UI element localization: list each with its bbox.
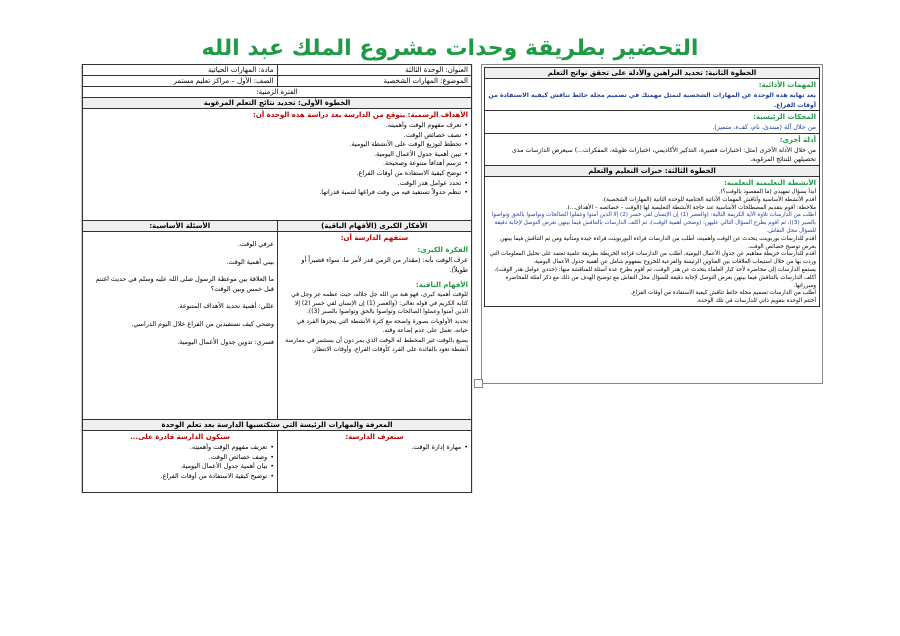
able-to-item: • بيان أهمية جدول الأعمال اليومية. [86, 462, 274, 472]
essential-questions-label: الأسئلة الأساسية: [83, 221, 278, 231]
objectives-list [83, 121, 471, 198]
stage1-label: الخطوة الأولى: تحديد نتائج التعلم المرغوبة [203, 99, 351, 107]
able-to-item: • وصف خصائص الوقت. [86, 453, 274, 463]
will-know-list [278, 443, 471, 453]
info-row [83, 65, 471, 76]
objective-item: • ترسم أهدافاً متنوعة وصحيحة. [86, 159, 468, 169]
objective-item: • تحدد عوامل هدر الوقت. [86, 179, 468, 189]
questions-cell [83, 232, 277, 419]
page-title: التحضير بطريقة وحدات مشروع الملك عبد الله [201, 36, 699, 61]
will-know-label: ستعرف الدارسة: [345, 433, 404, 441]
lasting-title: الأفهام الباقية: [415, 281, 468, 290]
question-item: وضحي كيف تستفيدين من الفراغ خلال اليوم الدراسي. [131, 319, 274, 328]
unit-title: العنوان: الوحدة الثالثة [405, 66, 468, 74]
activity-item: أطلب من الدارسات تلاوة الآية الكريمة التالية: (والعصر (1) إن الإنسان لفي خسر (2) إلا الذين آمنوا وعملوا الصالحات وتواصوا بالحق وتواصوا بالصبر (3))، ثم أقوم بطرح السؤال التالي عليهن: (وضحي أهمية الوقت)، ثم أكلف الدارسات بالتناقش فيما بينهن بغرض التوصل لإجابة دقيقة للسؤال محل النقاش. [491, 212, 816, 234]
subject: مادة: المهارات الحياتية [83, 65, 278, 75]
activity-item: أقدم الأنشطة الأساسية وأناقش المهمات الأدائية الختامية للوحدة الثانية (المهارات الشخصية). [602, 196, 816, 203]
stage2-3-page [481, 64, 823, 384]
able-to-list [83, 443, 277, 481]
activities-title: الأنشطة التعليمية التعلمية: [724, 178, 816, 187]
tasks-section [485, 79, 819, 111]
knowledge-label: المعرفة والمهارات الرئيسة التي ستكتسبها الدارسة بعد تعلم الوحدة [161, 421, 393, 429]
activities-list [485, 189, 819, 306]
activity-item: أختتم الوحدة بتقويم ذاتي للدارسات في تلك الوحدة. [696, 298, 816, 305]
question-item: بيني أهمية الوقت. [226, 257, 274, 266]
activity-item: أبدأ بسؤال تمهيدي (ما المقصود بالوقت؟). [718, 188, 816, 195]
grade: الصف: الأول – مراكز تعليم مستمر [83, 76, 278, 86]
question-item: ما العلاقة بين موعظة الرسول صلى الله عليه وسلم في حديث اغتنم قبل خمس وبين الوقت؟ [95, 275, 274, 293]
objective-item: • تعرف مفهوم الوقت وأهميته. [86, 121, 468, 131]
big-ideas-label: الأفكار الكبرى (الأفهام الباقية) [278, 221, 472, 231]
question-item: عرفي الوقت. [237, 240, 274, 248]
activity-item: ملاحظة: أقوم بتقديم المصطلحات الأساسية عند حاجة الأنشطة التعليمية لها (الوقت – خصائصه – الأهداف...). [565, 204, 816, 211]
will-know-item: • مهارة إدارة الوقت. [281, 443, 468, 453]
big-ideas-cell [277, 232, 471, 419]
activities-section [485, 177, 819, 306]
able-to-item: • توضيح كيفية الاستفادة من أوقات الفراغ. [86, 472, 274, 482]
activity-item: أقدم للدارسات بوربوينت يتحدث عن الوقت وأهميته، أطلب من الدارسات قراءة البوربوينت قراءة جيدة ومتأنية ومن ثم التناقش فيما بينهن بغرض توضيح خصائص الوقت. [500, 235, 816, 250]
info-row [83, 76, 471, 87]
other-title: أدلة أخرى: [779, 135, 816, 144]
lasting-item: للوقت أهمية كبرى، فهو هبة من الله جل جلاله، حيث عظمه عز وجل في كتابه الكريم في قوله تعالى: (والعصر (1) إن الإنسان لفي خسر (2) إلا الذين آمنوا وعملوا الصالحات وتواصوا بالحق وتواصوا بالصبر (3)). [291, 291, 468, 315]
period-label: الفترة الزمنية: [256, 88, 298, 96]
other-evidence-section [485, 134, 819, 166]
objective-item: • تبين أهمية جدول الأعمال اليومية. [86, 150, 468, 160]
objectives-title: الأهداف الرسمية: يتوقع من الدارسة بعد دراسة هذه الوحدة أن: [253, 111, 468, 119]
activity-item: أطلب من الدارسات تصميم مجلة حائط تناقش كيفية الاستفادة من أوقات الفراغ. [630, 290, 816, 297]
stage3-label: الخطوة الثالثة: خبرات التعليم والتعلم [588, 166, 716, 175]
info-table [82, 64, 472, 109]
stage2-label: الخطوة الثانية: تحديد البراهين والأدلة على تحقق نواتج التعلم [547, 69, 757, 77]
topic: الموضوع: المهارات الشخصية [383, 77, 468, 85]
able-to-item: • تعريف مفهوم الوقت وأهميته. [86, 443, 274, 453]
objective-item: • تنظم جدولاً تستفيد فيه من وقت فراغها لتنمية قدراتها. [86, 188, 468, 198]
other-text: من خلال الأدلة الأخرى (مثل: اختبارات قصيرة، التذكير الأكاديمي، اختبارات طويلة، المفكرات...) سيعرض الدارسات مدى تحصيلهن للنتائج المرغوبة. [512, 146, 816, 164]
objective-item: • توضح كيفية الاستفادة من أوقات الفراغ. [86, 169, 468, 179]
able-to-label: ستكون الدارسة قادرة على... [130, 433, 230, 441]
criteria-text: من خلال آلة (مبتدئ، نام، كفء، متميز). [712, 123, 816, 132]
question-item: فسري: تدوين جدول الأعمال اليومية. [177, 337, 274, 346]
stage1-page [81, 64, 473, 494]
objective-item: • تصف خصائص الوقت. [86, 131, 468, 141]
question-item: عللي: أهمية تحديد الأهداف المتنوعة. [177, 302, 274, 311]
lasting-item: يضيع بالوقت غير المخطط له الوقت الذي يمر دون أن يستثمر في ممارسة أنشطة تعود بالفائدة على الفرد كأوقات الفراغ، وأوقات الانتظار. [285, 337, 468, 353]
lasting-item: تحديد الأولويات بصورة واضحة مع كثرة الأنشطة التي ينجزها الفرد في حياته، تعمل على عدم إضاعة وقته. [296, 318, 468, 334]
big-idea-text: عرف الوقت بأنه: (مقدار من الزمن قدر لأمر ما، سواء قصيراً أو طويلاً). [301, 256, 468, 274]
criteria-section [485, 111, 819, 134]
lasting-list [278, 291, 471, 354]
activity-item: أقدم للدارسات خريطة مفاهيم عن جدول الأعمال اليومية، أطلب من الدارسات قراءة الخريطة بطريقة علمية تعتمد على تحليل المعلومات التي وردت بها من خلال استيعاب العلاقات بين العناوين الرئيسة والفرعية للخروج بمفهوم شامل عن أهمية جدول الأعمال اليومية. [489, 251, 816, 266]
student-will-understand: ستفهم الدارسة أن: [340, 234, 409, 242]
tasks-title: المهمات الأدائية: [758, 81, 816, 89]
activity-item: يستمع الدارسات إلى محاضرة لأحد كبار العلماء يتحدث عن هدر الوقت، ثم أقوم بطرح عدة أسئلة للمناقشة منها: (حددي عوامل هدر الوقت)، أكلف الدارسات بالتناقش فيما بينهن بغرض التوصل لإجابة دقيقة للسؤال محل النقاش مع توضيح الهدف من ذلك مع ذكر أمثلة للمحاضرة ومبرراتها. [494, 266, 816, 289]
tasks-text: بعد نهاية هذه الوحدة عن المهارات الشخصية لتمثل مهمتك في تصميم مجلة حائط تناقش كيفية الاستفادة من أوقات الفراغ. [488, 92, 816, 109]
criteria-title: المحكات الرئيسية: [753, 113, 816, 122]
big-idea-title: الفكرة الكبرى: [417, 246, 468, 254]
resize-handle[interactable] [474, 379, 483, 388]
objective-item: • تخطط لتوزيع الوقت على الأنشطة اليومية. [86, 140, 468, 150]
